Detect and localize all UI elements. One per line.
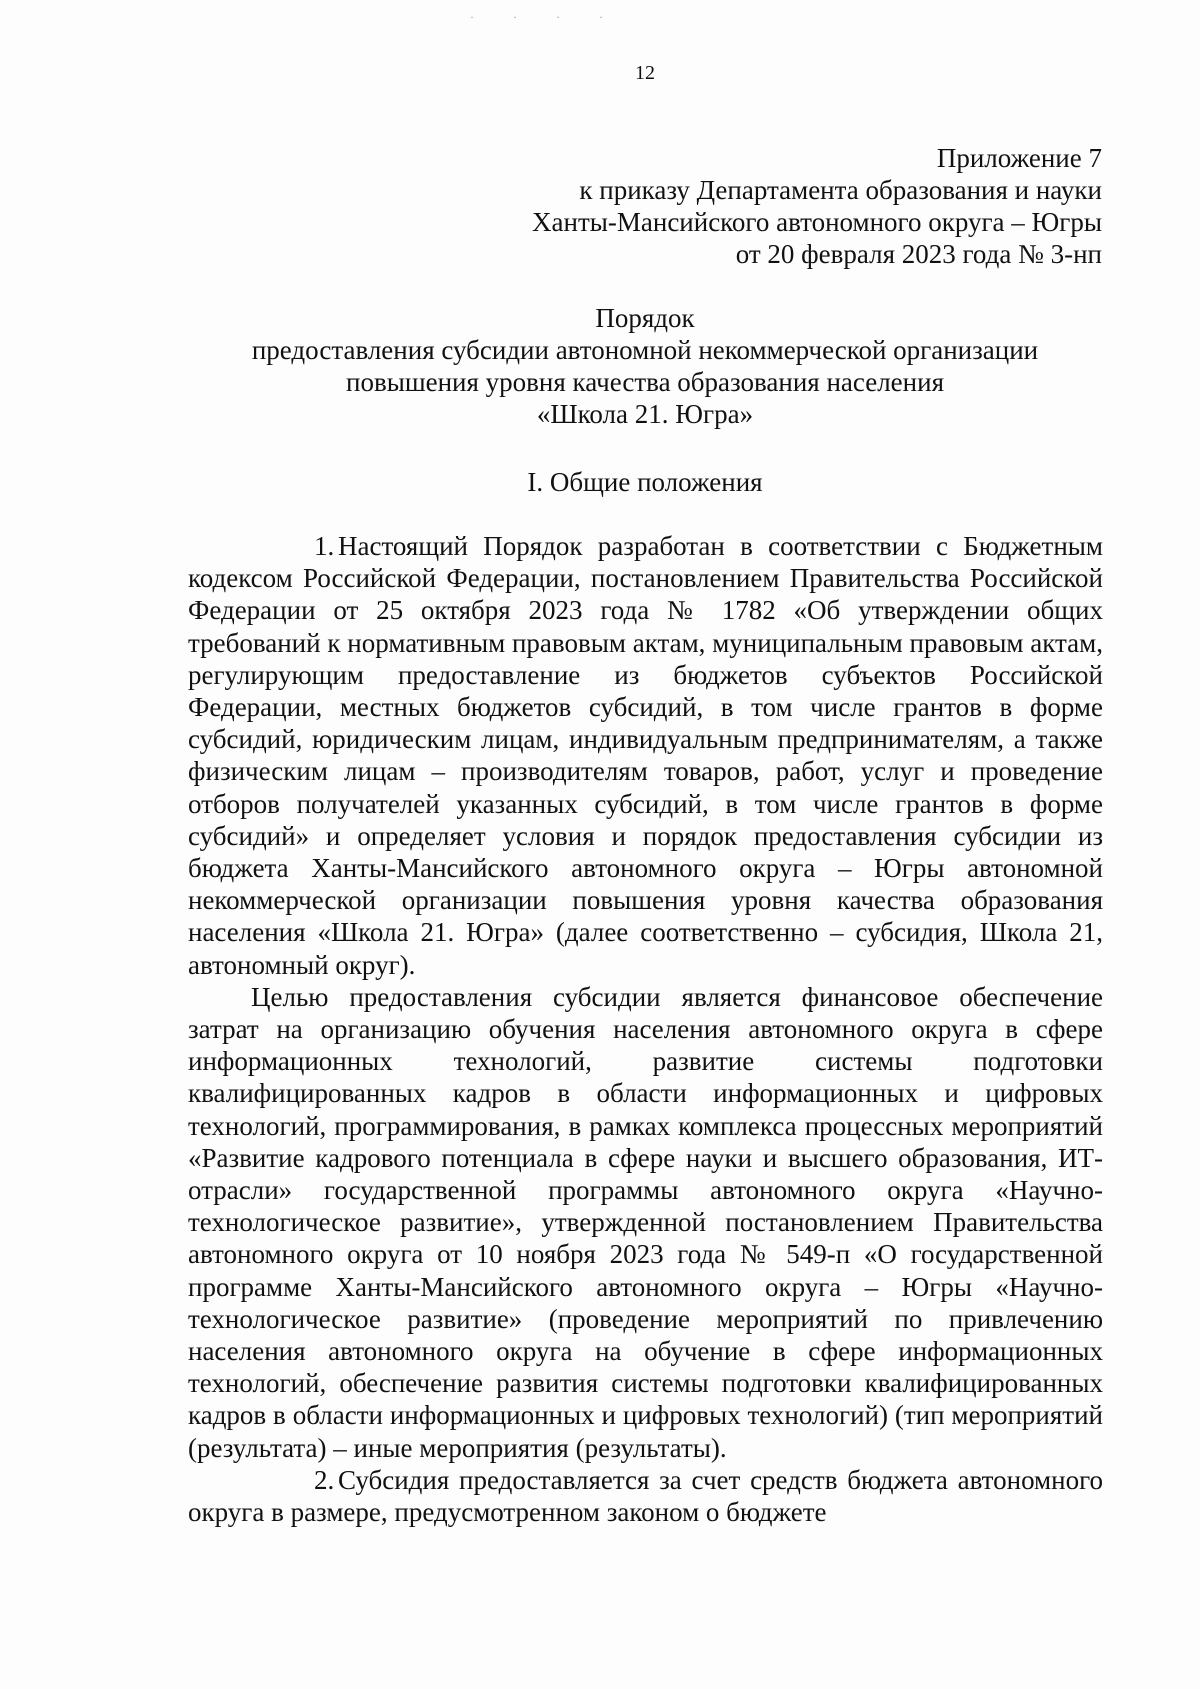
paragraph-2 (188, 981, 1103, 1464)
page-number: 12 (635, 62, 655, 84)
appendix-line-4: от 20 февраля 2023 года № 3-нп (735, 239, 1102, 269)
paragraph-3-text: Субсидия предоставляется за счет средств бюджета автономного округа в размере, предусмотренном законом о бюджете (188, 1464, 1103, 1528)
appendix-header (402, 142, 1102, 270)
appendix-line-2: к приказу Департамента образования и науки (579, 175, 1102, 205)
paragraph-3 (188, 1464, 1103, 1528)
body-text (188, 530, 1103, 1528)
paragraph-1 (188, 530, 1103, 981)
title-line-4: «Школа 21. Югра» (536, 399, 754, 429)
section-heading: I. Общие положения (527, 467, 763, 497)
scan-noise: · · · · (470, 10, 621, 24)
appendix-line-3: Ханты-Мансийского автономного округа – Югры (532, 207, 1102, 237)
paragraph-1-number: 1. (314, 531, 335, 561)
title-line-2: предоставления субсидии автономной некоммерческой организации (251, 335, 1039, 365)
document-title (180, 302, 1110, 430)
paragraph-1-text: Настоящий Порядок разработан в соответствии с Бюджетным кодексом Российской Федерации, постановлением Правительства Российской Федерации от 25 октября 2023 года № 1782 «Об утверждении общих требований к нормативным правовым актам, муниципальным правовым актам, регулирующим предоставление из бюджетов субъектов Российской Федерации, местных бюджетов субсидий, в том числе грантов в форме субсидий, юридическим лицам, индивидуальным предпринимателям, а также физическим лицам – производителям товаров, работ, услуг и проведение отборов получателей указанных субсидий, в том числе грантов в форме субсидий» и определяет условия и порядок предоставления субсидии из бюджета Ханты-Мансийского автономного округа – Югры автономной некоммерческой организации повышения уровня качества образования населения «Школа 21. Югра» (далее соответственно – субсидия, Школа 21, автономный округ). (188, 531, 1103, 980)
appendix-line-1: Приложение 7 (936, 143, 1102, 173)
title-line-3: повышения уровня качества образования населения (346, 367, 944, 397)
paragraph-3-number: 2. (314, 1464, 335, 1495)
title-line-1: Порядок (595, 303, 695, 333)
paragraph-2-text: Целью предоставления субсидии является финансовое обеспечение затрат на организацию обучения населения автономного округа в сфере информационных технологий, развитие системы подготовки квалифицированных кадров в области информационных и цифровых технологий, программирования, в рамках комплекса процессных мероприятий «Развитие кадрового потенциала в сфере науки и высшего образования, ИТ-отрасли» государственной программы автономного округа «Научно-технологическое развитие», утвержденной постановлением Правительства автономного округа от 10 ноября 2023 года № 549-п «О государственной программе Ханты-Мансийского автономного округа – Югры «Научно-технологическое развитие» (проведение мероприятий по привлечению населения автономного округа на обучение в сфере информационных технологий, обеспечение развития системы подготовки квалифицированных кадров в области информационных и цифровых технологий) (тип мероприятий (результата) – иные мероприятия (результаты). (188, 981, 1103, 1463)
